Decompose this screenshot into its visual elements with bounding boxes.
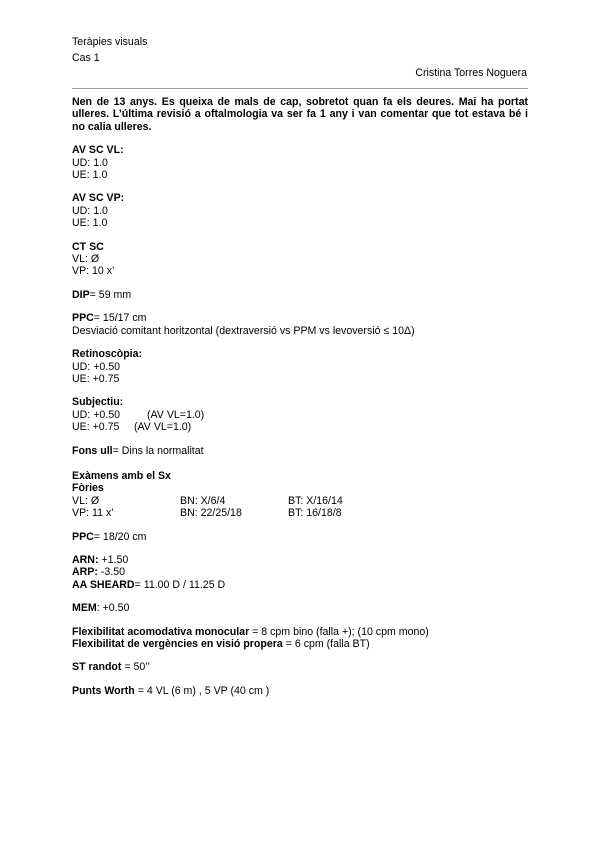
st-randot-label: ST randot	[72, 661, 122, 674]
st-randot-value: = 50’’	[121, 661, 150, 674]
punts-worth-label: Punts Worth	[72, 684, 135, 697]
ppc2-label: PPC	[72, 530, 94, 543]
flex-acom-value: = 8 cpm bino (falla +); (10 cpm mono)	[249, 625, 429, 638]
av-sc-vp-section	[72, 192, 528, 229]
mem-label: MEM	[72, 602, 97, 615]
aa-sheard-label: AA SHEARD	[72, 578, 135, 591]
arp-label: ARP:	[72, 566, 98, 579]
fories-subtitle: Fòries	[72, 482, 104, 495]
retinoscopia-section	[72, 348, 528, 385]
arn-value: +1.50	[98, 553, 129, 566]
ppc-section	[72, 312, 528, 337]
flex-acom-label: Flexibilitat acomodativa monocular	[72, 625, 250, 638]
subjectiu-section	[72, 396, 528, 433]
course-title: Teràpies visuals	[72, 36, 148, 48]
fons-ull-value: = Dins la normalitat	[112, 444, 204, 457]
ct-sc-section	[72, 241, 528, 278]
case-description: Nen de 13 anys. Es queixa de mals de cap, sobretot quan fa els deures. Mai ha portat ulleres. L’última revisió a oftalmologia va ser fa 1 any i van comentar que tot estava bé i no calia ulleres.	[72, 96, 528, 133]
case-content	[72, 96, 528, 697]
arp-value: -3.50	[97, 566, 125, 579]
fories-cell: VP: 11 x’	[72, 507, 114, 520]
av-sc-vl-ud: UD: 1.0	[72, 156, 108, 169]
fories-cell: BN: 22/25/18	[180, 507, 242, 520]
fories-cell: BT: X/16/14	[288, 494, 343, 507]
accommodation-section	[72, 554, 528, 591]
ct-sc-vp: VP: 10 x’	[72, 265, 115, 278]
arn-label: ARN:	[72, 553, 99, 566]
punts-worth-section	[72, 685, 528, 697]
subjectiu-ud-av: (AV VL=1.0)	[147, 408, 205, 421]
ct-sc-vl: VL: Ø	[72, 253, 100, 266]
flex-verg-value: = 6 cpm (falla BT)	[282, 638, 370, 650]
retinoscopia-ud: UD: +0.50	[72, 360, 120, 373]
dip-label: DIP	[72, 288, 90, 301]
aa-sheard-value: = 11.00 D / 11.25 D	[134, 578, 226, 591]
ppc-value: = 15/17 cm	[93, 312, 147, 325]
av-sc-vl-section	[72, 144, 528, 181]
fories-row	[72, 495, 528, 507]
mem-section	[72, 602, 528, 614]
av-sc-vl-title: AV SC VL:	[72, 144, 124, 157]
av-sc-vp-title: AV SC VP:	[72, 192, 125, 205]
author-name: Cristina Torres Noguera	[415, 67, 527, 79]
subjectiu-ue: UE: +0.75	[72, 421, 120, 434]
ppc2-value: = 18/20 cm	[93, 530, 147, 543]
dip-section	[72, 289, 528, 301]
fories-cell: BN: X/6/4	[180, 494, 226, 507]
av-sc-vp-ud: UD: 1.0	[72, 204, 108, 217]
header-divider	[72, 88, 528, 89]
ppc2-section	[72, 531, 528, 543]
subjectiu-ue-av: (AV VL=1.0)	[134, 421, 192, 434]
fons-ull-section	[72, 445, 528, 457]
ppc-label: PPC	[72, 312, 94, 325]
examens-title: Exàmens amb el Sx	[72, 469, 171, 482]
dip-value: = 59 mm	[89, 288, 132, 301]
subjectiu-title: Subjectiu:	[72, 396, 124, 409]
fories-cell: VL: Ø	[72, 494, 100, 507]
st-randot-section	[72, 661, 528, 673]
examens-section	[72, 470, 528, 520]
fons-ull-label: Fons ull	[72, 444, 113, 457]
av-sc-vl-ue: UE: 1.0	[72, 169, 108, 182]
mem-value: : +0.50	[96, 602, 130, 615]
av-sc-vp-ue: UE: 1.0	[72, 217, 108, 230]
retinoscopia-ue: UE: +0.75	[72, 372, 120, 385]
punts-worth-value: = 4 VL (6 m) , 5 VP (40 cm )	[134, 684, 270, 697]
fories-row	[72, 507, 528, 519]
retinoscopia-title: Retinoscòpia:	[72, 348, 143, 361]
ppc-note: Desviació comitant horitzontal (dextraversió vs PPM vs levoversió ≤ 10Δ)	[72, 324, 415, 337]
subjectiu-ud: UD: +0.50	[72, 408, 120, 421]
flexibility-section	[72, 626, 528, 651]
case-title: Cas 1	[72, 52, 100, 64]
ct-sc-title: CT SC	[72, 240, 104, 253]
fories-cell: BT: 16/18/8	[288, 507, 342, 520]
flex-verg-label: Flexibilitat de vergències en visió propera	[72, 638, 283, 650]
